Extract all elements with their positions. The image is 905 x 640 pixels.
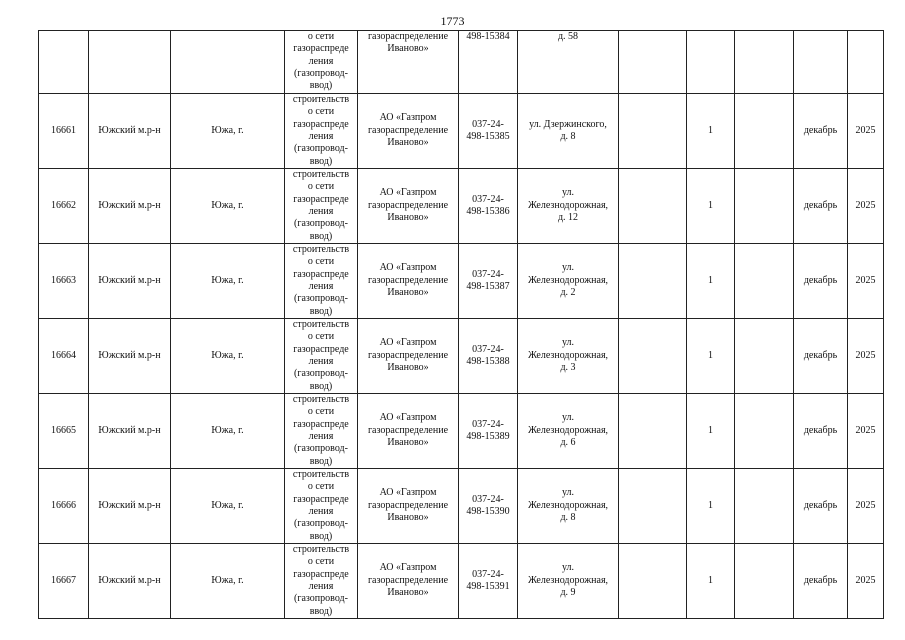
cell-address: ул. Дзержинского, д. 8: [518, 94, 619, 169]
cell-purpose: строительств о сети газораспреде ления (газопровод- ввод): [285, 394, 358, 469]
cell-purpose: о сети газораспреде ления (газопровод- ввод): [285, 31, 358, 94]
cell-address: ул. Железнодорожная, д. 8: [518, 469, 619, 544]
cell-empty: [735, 169, 794, 244]
cell-count: 1: [687, 394, 735, 469]
cell-organization: АО «Газпром газораспределение Иваново»: [358, 94, 459, 169]
cell-district: Южский м.р-н: [89, 94, 171, 169]
cell-empty: [735, 244, 794, 319]
cell-year: 2025: [848, 394, 884, 469]
table-row: [39, 244, 884, 319]
table-row: [39, 469, 884, 544]
cell-count: 1: [687, 469, 735, 544]
cell-address: ул. Железнодорожная, д. 9: [518, 544, 619, 619]
cell-empty: [619, 169, 687, 244]
cell-district: Южский м.р-н: [89, 169, 171, 244]
cell-num: 16667: [39, 544, 89, 619]
cell-year: 2025: [848, 169, 884, 244]
cell-organization: АО «Газпром газораспределение Иваново»: [358, 319, 459, 394]
cell-empty: [735, 544, 794, 619]
cell-district: Южский м.р-н: [89, 544, 171, 619]
cell-empty: [619, 319, 687, 394]
cell-district: Южский м.р-н: [89, 394, 171, 469]
cell-num: 16661: [39, 94, 89, 169]
cell-locality: Южа, г.: [171, 94, 285, 169]
cell-year: [848, 31, 884, 94]
cell-count: 1: [687, 169, 735, 244]
cell-code: 498-15384: [459, 31, 518, 94]
cell-organization: АО «Газпром газораспределение Иваново»: [358, 169, 459, 244]
cell-empty: [619, 469, 687, 544]
cell-month: декабрь: [794, 544, 848, 619]
cell-num: 16666: [39, 469, 89, 544]
cell-count: 1: [687, 244, 735, 319]
cell-empty: [735, 31, 794, 94]
cell-locality: Южа, г.: [171, 244, 285, 319]
cell-purpose: строительств о сети газораспреде ления (газопровод- ввод): [285, 94, 358, 169]
cell-year: 2025: [848, 469, 884, 544]
cell-empty: [619, 94, 687, 169]
cell-num: 16665: [39, 394, 89, 469]
cell-code: 037-24- 498-15386: [459, 169, 518, 244]
table-row: [39, 169, 884, 244]
cell-code: 037-24- 498-15389: [459, 394, 518, 469]
cell-count: [687, 31, 735, 94]
cell-address: ул. Железнодорожная, д. 2: [518, 244, 619, 319]
cell-num: 16662: [39, 169, 89, 244]
cell-locality: [171, 31, 285, 94]
cell-month: декабрь: [794, 169, 848, 244]
cell-empty: [735, 469, 794, 544]
cell-purpose: строительств о сети газораспреде ления (газопровод- ввод): [285, 544, 358, 619]
cell-empty: [735, 319, 794, 394]
cell-district: Южский м.р-н: [89, 244, 171, 319]
cell-district: Южский м.р-н: [89, 319, 171, 394]
cell-locality: Южа, г.: [171, 169, 285, 244]
cell-month: декабрь: [794, 394, 848, 469]
cell-locality: Южа, г.: [171, 319, 285, 394]
page-number: 1773: [440, 14, 465, 28]
cell-empty: [735, 394, 794, 469]
cell-purpose: строительств о сети газораспреде ления (газопровод- ввод): [285, 469, 358, 544]
cell-locality: Южа, г.: [171, 469, 285, 544]
cell-count: 1: [687, 544, 735, 619]
cell-month: декабрь: [794, 319, 848, 394]
cell-empty: [619, 31, 687, 94]
cell-purpose: строительств о сети газораспреде ления (газопровод- ввод): [285, 319, 358, 394]
cell-month: декабрь: [794, 469, 848, 544]
cell-count: 1: [687, 94, 735, 169]
table-row: [39, 394, 884, 469]
cell-locality: Южа, г.: [171, 544, 285, 619]
cell-code: 037-24- 498-15391: [459, 544, 518, 619]
cell-num: 16664: [39, 319, 89, 394]
cell-count: 1: [687, 319, 735, 394]
cell-code: 037-24- 498-15388: [459, 319, 518, 394]
table-row-continued: [39, 31, 884, 94]
cell-year: 2025: [848, 244, 884, 319]
cell-organization: АО «Газпром газораспределение Иваново»: [358, 394, 459, 469]
cell-organization: АО «Газпром газораспределение Иваново»: [358, 244, 459, 319]
cell-month: декабрь: [794, 244, 848, 319]
cell-year: 2025: [848, 319, 884, 394]
cell-purpose: строительств о сети газораспреде ления (газопровод- ввод): [285, 244, 358, 319]
table-body: [39, 31, 884, 619]
cell-empty: [619, 544, 687, 619]
cell-num: [39, 31, 89, 94]
cell-year: 2025: [848, 544, 884, 619]
cell-code: 037-24- 498-15390: [459, 469, 518, 544]
cell-empty: [619, 394, 687, 469]
cell-month: декабрь: [794, 94, 848, 169]
cell-address: д. 58: [518, 31, 619, 94]
gas-connection-table: [38, 30, 884, 619]
table-row: [39, 319, 884, 394]
cell-address: ул. Железнодорожная, д. 3: [518, 319, 619, 394]
cell-code: 037-24- 498-15387: [459, 244, 518, 319]
cell-code: 037-24- 498-15385: [459, 94, 518, 169]
cell-locality: Южа, г.: [171, 394, 285, 469]
cell-district: [89, 31, 171, 94]
cell-num: 16663: [39, 244, 89, 319]
cell-year: 2025: [848, 94, 884, 169]
cell-organization: АО «Газпром газораспределение Иваново»: [358, 469, 459, 544]
cell-organization: АО «Газпром газораспределение Иваново»: [358, 544, 459, 619]
table-row: [39, 544, 884, 619]
cell-district: Южский м.р-н: [89, 469, 171, 544]
cell-address: ул. Железнодорожная, д. 6: [518, 394, 619, 469]
cell-address: ул. Железнодорожная, д. 12: [518, 169, 619, 244]
table-row: [39, 94, 884, 169]
cell-organization: газораспределение Иваново»: [358, 31, 459, 94]
cell-purpose: строительств о сети газораспреде ления (газопровод- ввод): [285, 169, 358, 244]
cell-empty: [735, 94, 794, 169]
cell-empty: [619, 244, 687, 319]
cell-month: [794, 31, 848, 94]
